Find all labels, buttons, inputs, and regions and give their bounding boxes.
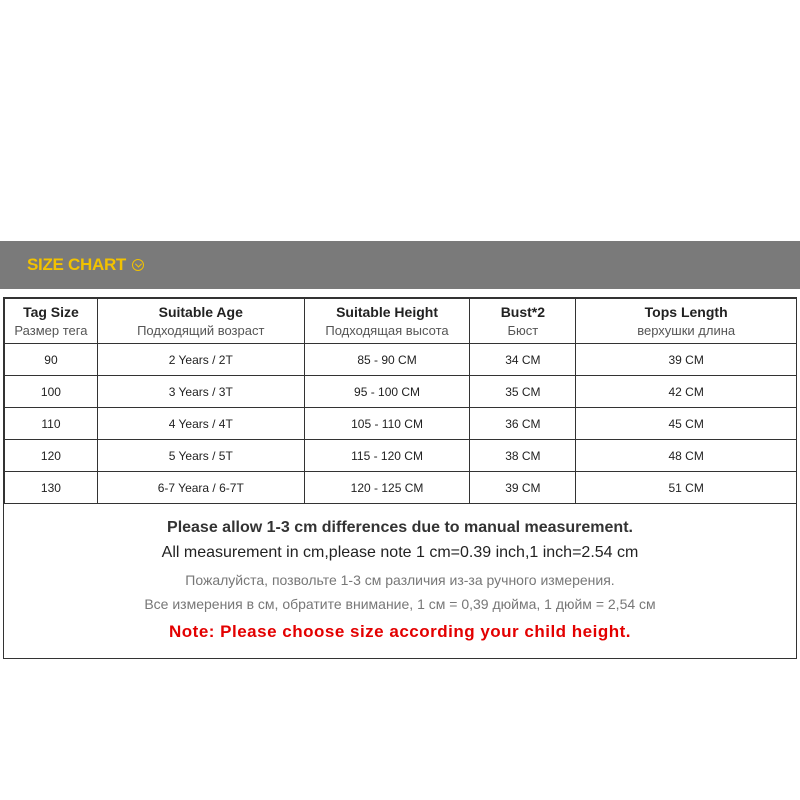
table-row <box>5 376 797 408</box>
table-cell: 38 CM <box>470 440 576 472</box>
table-cell: 6-7 Yeara / 6-7T <box>97 472 304 504</box>
size-chart-box <box>3 297 797 659</box>
table-cell: 105 - 110 CM <box>304 408 470 440</box>
measurement-notes <box>4 505 796 642</box>
table-cell: 39 CM <box>576 344 797 376</box>
table-row <box>5 408 797 440</box>
table-cell: 95 - 100 CM <box>304 376 470 408</box>
size-chart-title-text: SIZE CHART <box>27 255 127 274</box>
table-cell: 4 Years / 4T <box>97 408 304 440</box>
note-allowance-en: Please allow 1-3 cm differences due to manual measurement. <box>167 519 633 536</box>
table-cell: 110 <box>5 408 98 440</box>
note-units-ru: Все измерения в см, обратите внимание, 1 см = 0,39 дюйма, 1 дюйм = 2,54 см <box>144 596 656 612</box>
table-cell: 90 <box>5 344 98 376</box>
table-cell: 45 CM <box>576 408 797 440</box>
table-row <box>5 344 797 376</box>
table-cell: 120 <box>5 440 98 472</box>
table-cell: 35 CM <box>470 376 576 408</box>
column-header-suitable-height: Suitable Height Подходящая высота <box>304 299 470 344</box>
table-cell: 100 <box>5 376 98 408</box>
table-cell: 120 - 125 CM <box>304 472 470 504</box>
table-cell: 42 CM <box>576 376 797 408</box>
table-row <box>5 440 797 472</box>
table-cell: 39 CM <box>470 472 576 504</box>
table-cell: 34 CM <box>470 344 576 376</box>
size-chart-title <box>27 255 144 275</box>
table-cell: 2 Years / 2T <box>97 344 304 376</box>
table-cell: 51 CM <box>576 472 797 504</box>
table-header-row <box>5 299 797 344</box>
note-choose-size: Note: Please choose size according your child height. <box>169 622 631 641</box>
size-table <box>4 298 797 504</box>
column-header-bust: Bust*2 Бюст <box>470 299 576 344</box>
table-cell: 3 Years / 3T <box>97 376 304 408</box>
size-chart-header <box>0 241 800 289</box>
note-allowance-ru: Пожалуйста, позвольте 1-3 см различия из-за ручного измерения. <box>185 572 615 588</box>
table-row <box>5 472 797 504</box>
column-header-tag-size: Tag Size Размер тега <box>5 299 98 344</box>
table-cell: 36 CM <box>470 408 576 440</box>
table-cell: 85 - 90 CM <box>304 344 470 376</box>
table-cell: 115 - 120 CM <box>304 440 470 472</box>
note-units-en: All measurement in cm,please note 1 cm=0.39 inch,1 inch=2.54 cm <box>161 544 639 561</box>
column-header-tops-length: Tops Length верхушки длина <box>576 299 797 344</box>
table-cell: 5 Years / 5T <box>97 440 304 472</box>
table-cell: 48 CM <box>576 440 797 472</box>
table-cell: 130 <box>5 472 98 504</box>
chevron-down-circle-icon <box>132 259 144 271</box>
column-header-suitable-age: Suitable Age Подходящий возраст <box>97 299 304 344</box>
